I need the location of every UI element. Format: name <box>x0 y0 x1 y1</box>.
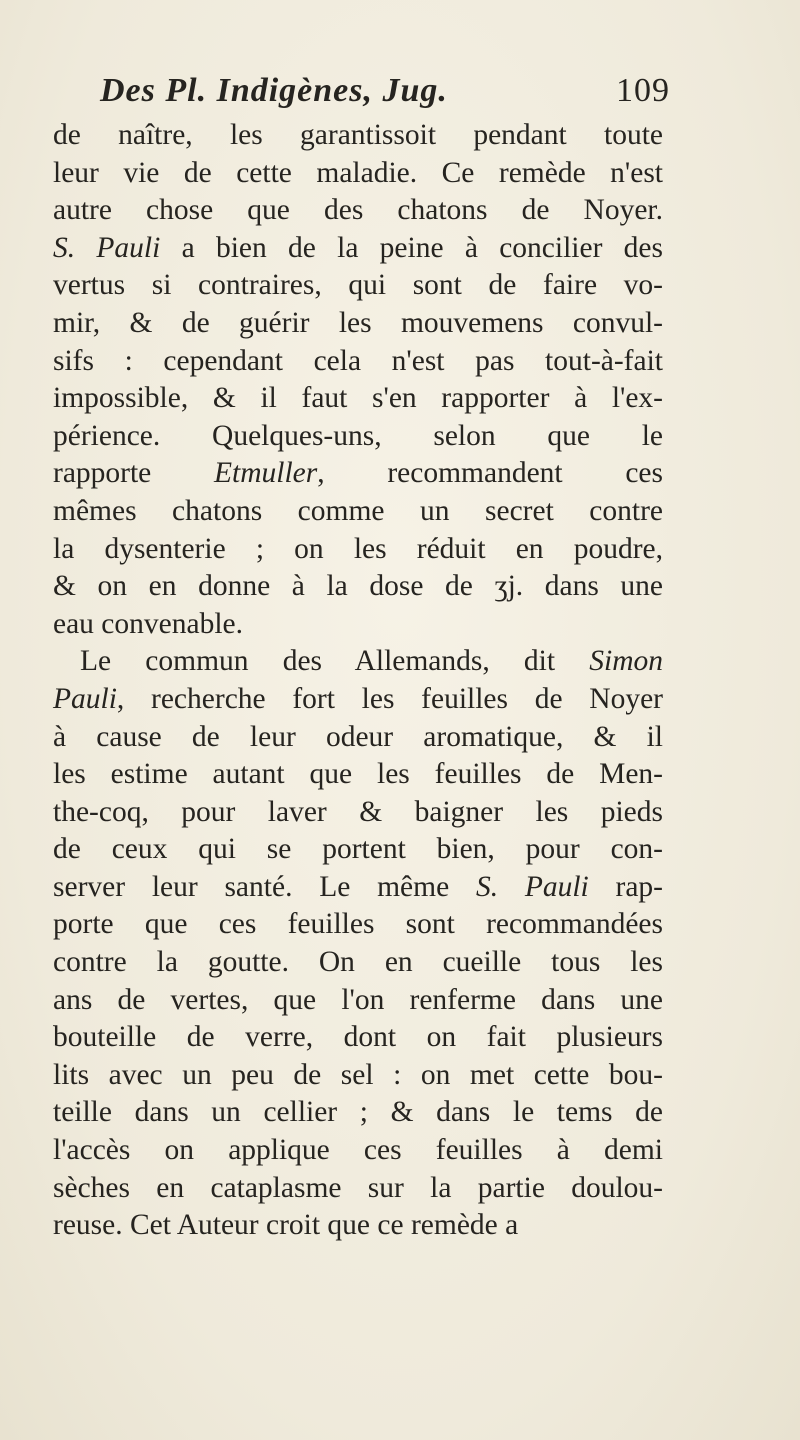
text-line <box>53 906 663 944</box>
text-line <box>53 343 663 381</box>
text-segment: bouteille de verre, dont on fait plusieurs <box>53 1021 663 1054</box>
text-line <box>53 1057 663 1095</box>
text-segment: the-coq, pour laver & baigner les pieds <box>53 795 663 828</box>
text-line <box>53 756 663 794</box>
text-segment: eau convenable. <box>53 607 244 640</box>
text-line <box>53 192 663 230</box>
italic-text: S. Pauli <box>53 231 161 264</box>
text-segment: impossible, & il faut s'en rapporter à l'ex- <box>53 382 663 415</box>
text-segment: , recherche fort les feuilles de Noyer <box>116 682 663 715</box>
text-segment: autre chose que des chatons de Noyer. <box>53 194 663 227</box>
text-line <box>53 418 663 456</box>
text-line <box>53 831 663 869</box>
text-line <box>53 493 663 531</box>
text-line <box>53 1019 663 1057</box>
text-segment: l'accès on applique ces feuilles à demi <box>53 1134 663 1167</box>
text-segment: , recommandent ces <box>317 457 664 490</box>
text-segment: & on en donne à la dose de ʒj. dans une <box>53 570 663 603</box>
text-segment: ans de vertes, que l'on renferme dans une <box>53 983 663 1016</box>
text-segment: leur vie de cette maladie. Ce remède n'est <box>53 156 663 189</box>
italic-text: Etmuller <box>214 457 318 490</box>
italic-text: Simon <box>589 645 663 678</box>
text-segment: contre la goutte. On en cueille tous les <box>53 946 663 979</box>
text-line <box>53 305 663 343</box>
text-line <box>53 681 663 719</box>
page-header <box>100 72 700 116</box>
text-segment: vertus si contraires, qui sont de faire vo- <box>53 269 663 302</box>
text-line <box>53 267 663 305</box>
text-segment: mêmes chatons comme un secret contre <box>53 494 663 527</box>
text-segment: teille dans un cellier ; & dans le tems de <box>53 1096 663 1129</box>
text-segment: à cause de leur odeur aromatique, & il <box>53 720 663 753</box>
text-segment: rap- <box>588 870 664 903</box>
text-line <box>53 568 663 606</box>
italic-text: S. Pauli <box>475 870 589 903</box>
text-segment: sèches en cataplasme sur la partie doulou- <box>53 1171 663 1204</box>
text-line <box>53 982 663 1020</box>
running-title: Des Pl. Indigènes, Jug. <box>100 72 448 109</box>
text-line <box>53 455 663 493</box>
text-line <box>53 1132 663 1170</box>
text-segment: server leur santé. Le même <box>53 870 476 903</box>
text-line <box>53 531 663 569</box>
text-segment: sifs : cependant cela n'est pas tout-à-fait <box>53 344 663 377</box>
text-segment: de naître, les garantissoit pendant toute <box>53 119 663 151</box>
text-segment: porte que ces feuilles sont recommandées <box>53 908 663 941</box>
italic-text: Pauli <box>53 682 117 715</box>
text-line <box>53 230 663 268</box>
text-segment: mir, & de guérir les mouvemens convul- <box>53 306 663 339</box>
text-line <box>53 944 663 982</box>
text-line <box>53 794 663 832</box>
text-segment: la dysenterie ; on les réduit en poudre, <box>53 532 663 565</box>
text-line <box>53 117 663 155</box>
text-segment: périence. Quelques-uns, selon que le <box>53 419 663 452</box>
text-line <box>53 869 663 907</box>
text-segment: lits avec un peu de sel : on met cette bou- <box>53 1058 663 1091</box>
text-line <box>53 380 663 418</box>
text-segment: reuse. Cet Auteur croit que ce remède a <box>53 1209 519 1242</box>
text-line <box>53 719 663 757</box>
text-segment: rapporte <box>53 457 214 490</box>
text-segment: Le commun des Allemands, dit <box>80 645 590 678</box>
text-line <box>53 1094 663 1132</box>
text-line <box>53 606 663 644</box>
text-line <box>53 643 663 681</box>
text-line <box>53 1170 663 1208</box>
text-line <box>53 155 663 193</box>
text-segment: de ceux qui se portent bien, pour con- <box>53 833 663 866</box>
page-number: 109 <box>616 72 670 109</box>
text-line <box>53 1207 663 1245</box>
text-segment: a bien de la peine à concilier des <box>160 231 663 264</box>
text-segment: les estime autant que les feuilles de Men- <box>53 758 663 791</box>
body-text <box>53 117 663 1245</box>
